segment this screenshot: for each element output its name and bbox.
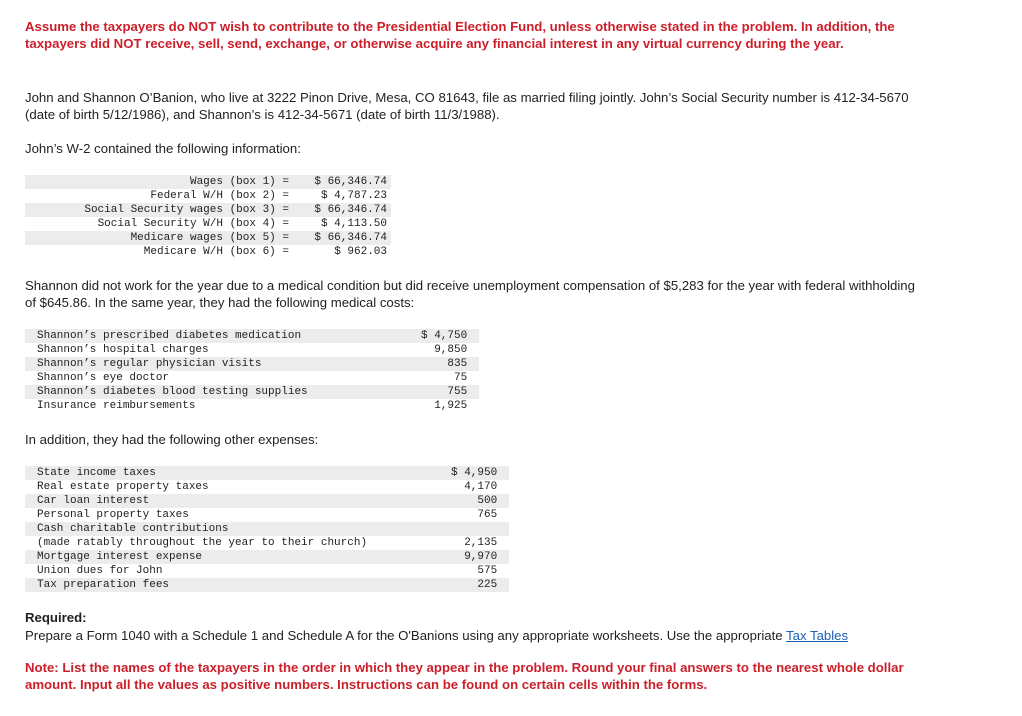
expense-row xyxy=(25,466,509,480)
w2-row xyxy=(25,189,391,203)
medical-row-value: 1,925 xyxy=(434,400,468,412)
w2-row-value: $ 962.03 xyxy=(334,246,387,258)
w2-row-value: $ 66,346.74 xyxy=(295,203,391,217)
medical-row xyxy=(25,371,479,385)
w2-row xyxy=(25,203,391,217)
expense-row-value: 9,970 xyxy=(439,550,509,564)
expense-row-label: (made ratably throughout the year to their church) xyxy=(37,537,368,549)
w2-row-label: Medicare W/H (box 6) = xyxy=(143,246,289,258)
expense-row-value: $ 4,950 xyxy=(439,466,509,480)
expense-row xyxy=(25,494,509,508)
medical-row-label: Insurance reimbursements xyxy=(37,400,196,412)
w2-row-value: $ 66,346.74 xyxy=(295,175,391,189)
medical-row-value: 75 xyxy=(454,372,468,384)
expense-row-value: 225 xyxy=(439,578,509,592)
expense-row xyxy=(25,508,509,522)
medical-row-value: 755 xyxy=(409,385,479,399)
w2-table xyxy=(25,175,391,259)
required-body: Prepare a Form 1040 with a Schedule 1 and Schedule A for the O'Banions using any appropriate worksheets. Use the appropriate xyxy=(25,628,783,643)
medical-row xyxy=(25,343,479,357)
expense-row-label: Car loan interest xyxy=(25,494,439,508)
w2-row-label: Wages (box 1) = xyxy=(25,175,295,189)
medical-row xyxy=(25,385,479,399)
expense-row-label: State income taxes xyxy=(25,466,439,480)
medical-row xyxy=(25,329,479,343)
w2-row-label: Medicare wages (box 5) = xyxy=(25,231,295,245)
note-text: Note: List the names of the taxpayers in the order in which they appear in the problem. Round your final answers to the nearest whole dollar amount. Input all the values as positive numbers. Instructions can be found on certain cells within the forms. xyxy=(25,660,904,692)
w2-row-label: Social Security wages (box 3) = xyxy=(25,203,295,217)
expense-row xyxy=(25,480,509,494)
w2-row xyxy=(25,231,391,245)
other-expenses-intro: In addition, they had the following other expenses: xyxy=(25,432,319,447)
medical-costs-table xyxy=(25,329,479,413)
medical-row-value: 835 xyxy=(409,357,479,371)
required-text xyxy=(25,627,905,644)
shannon-info: Shannon did not work for the year due to a medical condition but did receive unemployment compensation of $5,283 for the year with federal withholding of $645.86. In the same year, they had the following medical costs: xyxy=(25,278,915,310)
medical-row-label: Shannon’s prescribed diabetes medication xyxy=(25,329,409,343)
expense-row xyxy=(25,522,509,536)
medical-row xyxy=(25,399,479,413)
expense-row-label: Personal property taxes xyxy=(37,509,189,521)
expense-row-label: Union dues for John xyxy=(37,565,163,577)
expense-row xyxy=(25,578,509,592)
expense-row-value: 4,170 xyxy=(464,481,498,493)
expense-row xyxy=(25,550,509,564)
medical-row-value: $ 4,750 xyxy=(409,329,479,343)
medical-row-label: Shannon’s eye doctor xyxy=(37,372,170,384)
w2-row-value: $ 4,787.23 xyxy=(320,190,387,202)
w2-row-value: $ 66,346.74 xyxy=(295,231,391,245)
medical-row-value: 9,850 xyxy=(434,344,468,356)
other-expenses-table xyxy=(25,466,509,592)
expense-row-value xyxy=(439,522,509,536)
w2-row-label: Social Security W/H (box 4) = xyxy=(97,218,289,230)
intro-instructions: Assume the taxpayers do NOT wish to contribute to the Presidential Election Fund, unless otherwise stated in the problem. In addition, the taxpayers did NOT receive, sell, send, exchange, or otherwise acquire any financial interest in any virtual currency during the year. xyxy=(25,19,895,51)
expense-row-value: 765 xyxy=(477,509,498,521)
w2-row xyxy=(25,245,391,259)
expense-row-value: 575 xyxy=(477,565,498,577)
taxpayer-info: John and Shannon O’Banion, who live at 3222 Pinon Drive, Mesa, CO 81643, file as married filing jointly. John’s Social Security number is 412-34-5670 (date of birth 5/12/1986), and Shannon’s is 412-34-5671 (date of birth 11/3/1988). xyxy=(25,90,909,122)
medical-row-label: Shannon’s hospital charges xyxy=(37,344,209,356)
w2-row xyxy=(25,217,391,231)
expense-row-label: Cash charitable contributions xyxy=(25,522,439,536)
expense-row-value: 2,135 xyxy=(464,537,498,549)
expense-row-label: Mortgage interest expense xyxy=(25,550,439,564)
w2-row-label: Federal W/H (box 2) = xyxy=(150,190,289,202)
tax-tables-link[interactable]: Tax Tables xyxy=(786,628,849,643)
expense-row xyxy=(25,536,509,550)
required-heading: Required: xyxy=(25,610,87,625)
w2-intro: John’s W-2 contained the following information: xyxy=(25,141,301,156)
expense-row-value: 500 xyxy=(439,494,509,508)
medical-row xyxy=(25,357,479,371)
w2-row-value: $ 4,113.50 xyxy=(320,218,387,230)
medical-row-label: Shannon’s regular physician visits xyxy=(25,357,409,371)
expense-row-label: Tax preparation fees xyxy=(25,578,439,592)
expense-row-label: Real estate property taxes xyxy=(37,481,209,493)
expense-row xyxy=(25,564,509,578)
w2-row xyxy=(25,175,391,189)
medical-row-label: Shannon’s diabetes blood testing supplies xyxy=(25,385,409,399)
